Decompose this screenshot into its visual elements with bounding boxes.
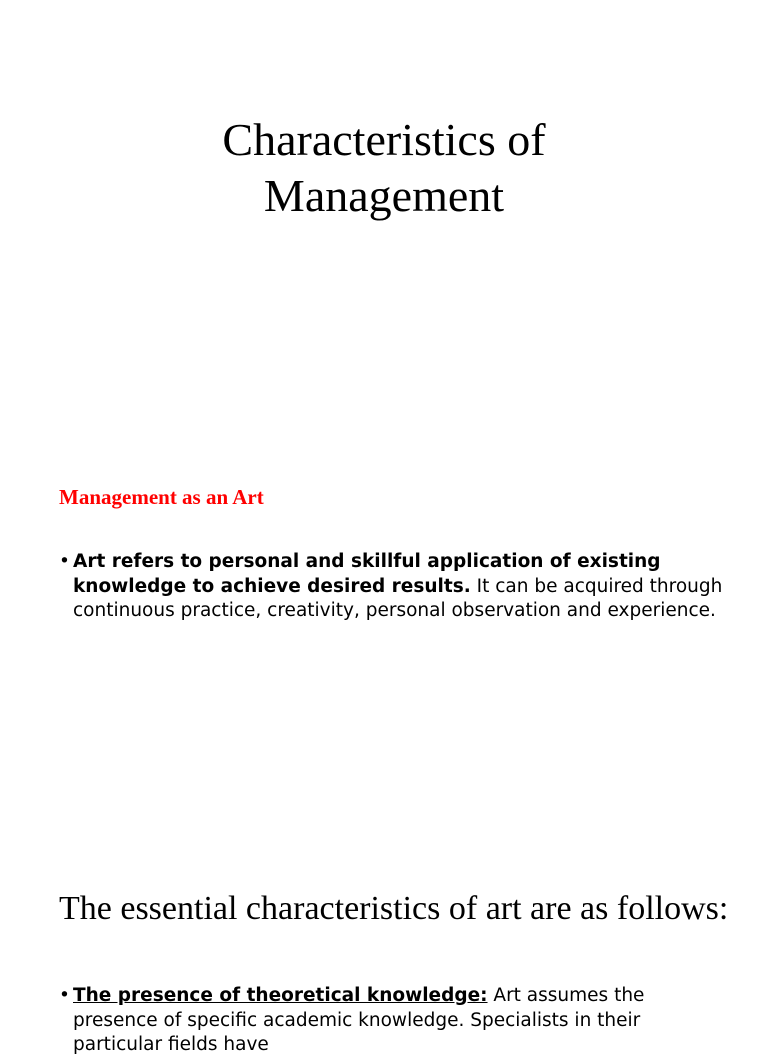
slide-title-line-2: Management bbox=[263, 170, 505, 221]
theoretical-knowledge-text: Art assumes the presence of specific academic knowledge. Specialists in their particular fields have bbox=[73, 985, 645, 1055]
art-definition-bold-text: Art refers to personal and skillful application of existing knowledge to achieve desired results. bbox=[73, 551, 661, 597]
bullet-dot-icon: • bbox=[59, 551, 70, 572]
slide-title bbox=[0, 112, 768, 224]
theoretical-knowledge-bullet bbox=[59, 984, 733, 1058]
slide-title-line-1: Characteristics of bbox=[222, 114, 546, 165]
art-definition-bullet bbox=[59, 550, 733, 624]
characteristics-heading: The essential characteristics of art are as follows: bbox=[59, 890, 729, 927]
bullet-dot-icon: • bbox=[59, 985, 70, 1006]
art-definition-text: It can be acquired through continuous practice, creativity, personal observation and experience. bbox=[73, 575, 723, 621]
theoretical-knowledge-term: The presence of theoretical knowledge: bbox=[73, 985, 488, 1006]
section-heading: Management as an Art bbox=[59, 485, 264, 509]
